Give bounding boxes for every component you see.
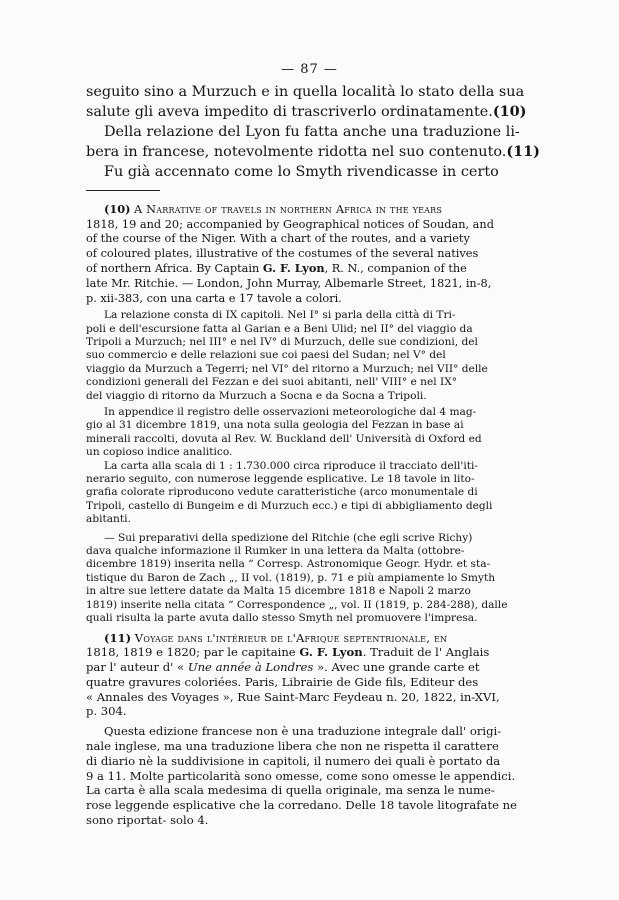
footnote-11-heading: (11) Voyage dans l'intérieur de l'Afrique septentrionale, en bbox=[104, 630, 448, 645]
footnote-separator bbox=[86, 190, 160, 191]
footnote-paragraph-map: La carta alla scala di 1 : 1.730.000 circa riproduce il tracciato dell'iti- nerario seguito, con numerose leggende esplicative. Le 18 tavole in lito- grafia colorate riproducono vedute caratteristiche (arco monumentale di Tripoli, castello di Bungeim e di Murzuch ecc.) e tipi di abbigliamento degli abitanti. bbox=[86, 459, 493, 526]
footnote-line: p. xii-383, con una carta e 17 tavole a colori. bbox=[86, 291, 342, 305]
footnote-line: of northern Africa. By Captain G. F. Lyon, R. N., companion of the bbox=[86, 261, 467, 276]
body-line: seguito sino a Murzuch e in quella località lo stato della sua bbox=[86, 84, 525, 100]
footnote-ref-11[interactable]: (11) bbox=[506, 143, 540, 160]
author-name: G. F. Lyon bbox=[262, 261, 325, 276]
footnote-line: p. 304. bbox=[86, 704, 127, 719]
footnote-11 bbox=[86, 631, 538, 828]
footnote-line: quatre gravures coloriées. Paris, Librairie de Gide fils, Editeur des bbox=[86, 674, 479, 689]
footnote-paragraph-edition: Questa edizione francese non è una traduzione integrale dall' origi- nale inglese, ma una traduzione libera che non ne rispetta il carattere di diario nè la suddivisione in capitoli, il numero dei quali è portato da 9 a 11. Molte particolarità sono omesse, come sono omesse le appendici. La carta è alla scala medesima di quella originale, ma senza le nume- rose leggende esplicative che la corredano. Delle 18 tavole litografate ne sono riportat- solo 4. bbox=[86, 724, 518, 828]
footnote-10 bbox=[86, 202, 538, 626]
footnote-line: 1818, 19 and 20; accompanied by Geographical notices of Soudan, and bbox=[86, 217, 494, 231]
footnote-paragraph-chapters: La relazione consta di IX capitoli. Nel I° si parla della città di Tri- poli e dell'escursione fatta al Garian e a Beni Ulid; nel II° del viaggio da Tripoli a Murzuch; nel III° e nel IV° di Murzuch, delle sue condizioni, del suo commercio e delle relazioni sue coi paesi del Sudan; nel V° del viaggio da Murzuch a Tegerri; nel VI° del ritorno a Murzuch; nel VII° delle condizioni generali del Fezzan e dei suoi abitanti, nell' VIII° e nel IX° del viaggio di ritorno da Murzuch a Socna e da Socna a Tripoli. bbox=[86, 309, 488, 402]
book-title: Une année à Londres bbox=[187, 660, 314, 675]
body-line: bera in francese, notevolmente ridotta nel suo contenuto.(11) bbox=[86, 143, 540, 160]
footnote-line: par l' auteur d' « Une année à Londres ». Avec une grande carte et bbox=[86, 660, 480, 675]
footnotes bbox=[86, 202, 538, 828]
author-name: G. F. Lyon bbox=[299, 645, 363, 660]
footnote-10-heading: (10) A Narrative of travels in northern Africa in the years bbox=[104, 202, 442, 216]
body-line: salute gli aveva impedito di trascriverlo ordinatamente.(10) bbox=[86, 103, 527, 120]
body-text bbox=[86, 82, 538, 182]
body-line: Della relazione del Lyon fu fatta anche una traduzione li- bbox=[104, 124, 520, 140]
footnote-paragraph-appendix: In appendice il registro delle osservazioni meteorologiche dal 4 mag- gio al 31 dicembre 1819, una nota sulla geologia del Fezzan in base ai minerali raccolti, dovuta al Rev. W. Buckland dell' Università di Oxford ed un copioso indice analitico. bbox=[86, 406, 482, 459]
page-number: — 87 — bbox=[281, 62, 338, 77]
footnote-line: of the course of the Niger. With a chart of the routes, and a variety bbox=[86, 232, 470, 246]
footnote-ref-10[interactable]: (10) bbox=[492, 103, 527, 120]
footnote-line: 1818, 1819 e 1820; par le capitaine G. F. Lyon. Traduit de l' Anglais bbox=[86, 645, 490, 660]
footnote-line: « Annales des Voyages », Rue Saint-Marc Feydeau n. 20, 1822, in-XVI, bbox=[86, 689, 500, 704]
footnote-paragraph-ritchie: — Sui preparativi della spedizione del Ritchie (che egli scrive Richy) dava qualche informazione il Rumker in una lettera da Malta (ottobre- dicembre 1819) inserita nella “ Corresp. Astronomique Geogr. Hydr. et sta- tistique du Baron de Zach „, II vol. (1819), p. 71 e più ampiamente lo Smyth in altre sue lettere datate da Malta 15 dicembre 1818 e Napoli 2 marzo 1819) inserite nella citata “ Correspondence „, vol. II (1819, p. 284-288), dalle quali risulta la parte avuta dallo stesso Smyth nel promuovere l'impresa. bbox=[86, 531, 508, 625]
footnote-line: late Mr. Ritchie. — London, John Murray, Albemarle Street, 1821, in-8, bbox=[86, 276, 492, 290]
body-line: Fu già accennato come lo Smyth rivendicasse in certo bbox=[104, 164, 499, 180]
footnote-line: of coloured plates, illustrative of the costumes of the several natives bbox=[86, 246, 479, 260]
